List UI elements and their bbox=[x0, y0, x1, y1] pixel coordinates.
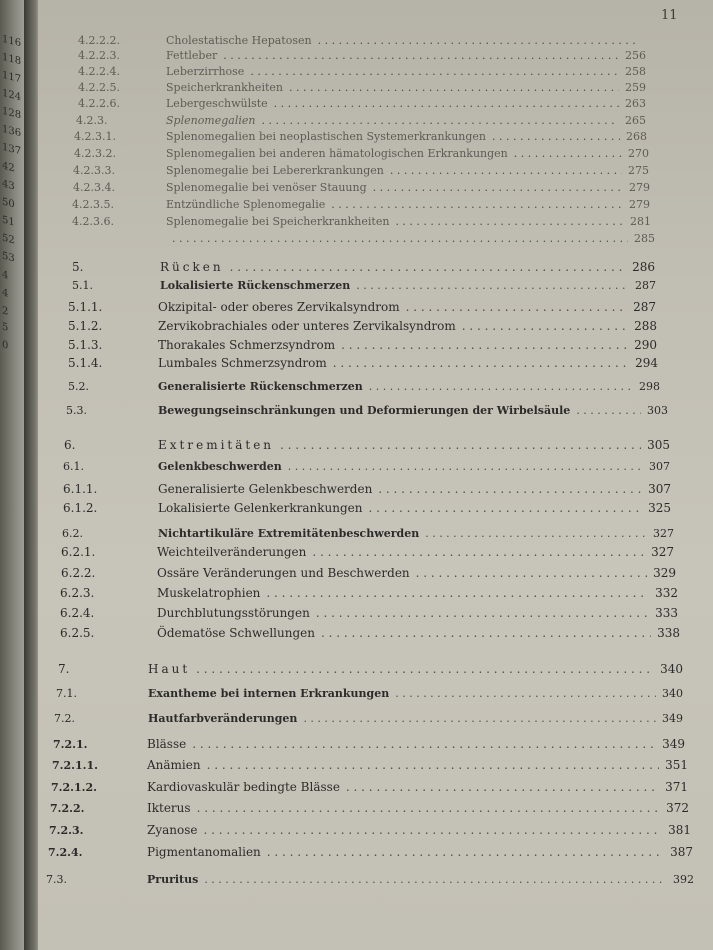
entry-page: 305 bbox=[647, 438, 670, 452]
toc-entry bbox=[78, 34, 643, 47]
leader-dots bbox=[316, 606, 649, 620]
entry-title: Lumbales Schmerzsyndrom bbox=[158, 356, 327, 370]
leader-dots bbox=[196, 662, 654, 676]
adjacent-page-number: 50 bbox=[2, 196, 15, 211]
leader-dots bbox=[172, 232, 628, 245]
entry-number: 6.2.2. bbox=[61, 566, 96, 580]
leader-dots bbox=[462, 319, 628, 333]
toc-entry bbox=[78, 49, 646, 62]
entry-number: 6.2.3. bbox=[60, 586, 95, 600]
toc-entry bbox=[50, 801, 689, 815]
leader-dots bbox=[261, 114, 619, 127]
entry-title: Zervikobrachiales oder unteres Zervikalsyndrom bbox=[158, 319, 456, 333]
toc-entry bbox=[63, 501, 671, 515]
adjacent-page-number: 4 bbox=[2, 287, 9, 300]
entry-number: 7. bbox=[58, 662, 70, 676]
adjacent-page-number: 42 bbox=[2, 160, 15, 175]
entry-number: 5.3. bbox=[66, 404, 87, 417]
entry-number: 6.1.2. bbox=[63, 501, 98, 515]
toc-entry bbox=[68, 380, 660, 393]
toc-entry bbox=[78, 97, 646, 110]
entry-title: Blässe bbox=[147, 737, 187, 751]
adjacent-page-number: 53 bbox=[2, 250, 15, 265]
toc-page bbox=[38, 0, 713, 950]
entry-number: 5.1.3. bbox=[68, 338, 103, 352]
toc-entry bbox=[74, 130, 647, 143]
leader-dots bbox=[373, 181, 623, 194]
entry-number: 7.2.4. bbox=[48, 846, 83, 859]
toc-entry bbox=[63, 460, 670, 473]
entry-page: 286 bbox=[632, 260, 655, 274]
entry-page: 256 bbox=[625, 49, 646, 62]
entry-number: 4.2.2.2. bbox=[78, 34, 120, 47]
adjacent-page-number: 51 bbox=[2, 214, 15, 229]
leader-dots bbox=[203, 823, 662, 837]
entry-page: 265 bbox=[625, 114, 646, 127]
entry-title: Weichteilveränderungen bbox=[157, 545, 307, 559]
adjacent-page-number: 128 bbox=[2, 105, 22, 122]
entry-title: Hautfarbveränderungen bbox=[148, 712, 298, 725]
leader-dots bbox=[378, 482, 642, 496]
adjacent-page-number: 117 bbox=[2, 69, 22, 86]
entry-title: Splenomegalie bei Lebererkrankungen bbox=[166, 164, 384, 177]
entry-page: 263 bbox=[625, 97, 646, 110]
leader-dots bbox=[390, 164, 622, 177]
toc-entry bbox=[68, 338, 657, 352]
leader-dots bbox=[207, 758, 659, 772]
entry-number: 7.1. bbox=[56, 687, 77, 700]
leader-dots bbox=[223, 49, 619, 62]
leader-dots bbox=[416, 566, 647, 580]
entry-page: 340 bbox=[660, 662, 683, 676]
toc-entry bbox=[72, 279, 656, 292]
entry-title: Muskelatrophien bbox=[157, 586, 261, 600]
toc-chapter bbox=[58, 662, 683, 676]
toc-entry bbox=[54, 712, 683, 725]
entry-page: 270 bbox=[628, 147, 649, 160]
entry-number: 5.1. bbox=[72, 279, 93, 292]
entry-title: Kardiovaskulär bedingte Blässe bbox=[147, 780, 340, 794]
entry-page: 333 bbox=[655, 606, 678, 620]
entry-number: 5.1.2. bbox=[68, 319, 103, 333]
entry-page: 381 bbox=[668, 823, 691, 837]
leader-dots bbox=[395, 215, 624, 228]
toc-entry bbox=[73, 164, 649, 177]
entry-title: Entzündliche Splenomegalie bbox=[166, 198, 326, 211]
leader-dots bbox=[250, 65, 619, 78]
leader-dots bbox=[425, 527, 647, 540]
leader-dots bbox=[280, 438, 641, 452]
entry-page: 279 bbox=[629, 198, 650, 211]
entry-number: 6.1.1. bbox=[63, 482, 98, 496]
entry-page: 298 bbox=[639, 380, 660, 393]
leader-dots bbox=[321, 626, 651, 640]
adjacent-page-number: 2 bbox=[2, 305, 9, 318]
entry-page: 349 bbox=[662, 737, 685, 751]
entry-title: Pruritus bbox=[147, 873, 199, 886]
entry-page: 287 bbox=[633, 300, 656, 314]
entry-title: Zyanose bbox=[147, 823, 198, 837]
entry-number: 6. bbox=[64, 438, 76, 452]
entry-page: 268 bbox=[626, 130, 647, 143]
entry-title: Rücken bbox=[160, 260, 224, 274]
entry-title: Lokalisierte Rückenschmerzen bbox=[160, 279, 351, 292]
entry-page: 275 bbox=[628, 164, 649, 177]
entry-page: 303 bbox=[647, 404, 668, 417]
page-number: 11 bbox=[661, 8, 678, 23]
entry-title: Splenomegalie bei Speicherkrankheiten bbox=[166, 215, 390, 228]
toc-entry bbox=[56, 687, 683, 700]
entry-number: 5. bbox=[72, 260, 84, 274]
leader-dots bbox=[312, 545, 645, 559]
entry-number: 7.2.2. bbox=[50, 802, 85, 815]
entry-number: 6.2. bbox=[62, 527, 83, 540]
toc-chapter bbox=[64, 438, 670, 452]
entry-title: Lebergeschwülste bbox=[166, 97, 268, 110]
toc-entry bbox=[51, 780, 688, 794]
entry-title: Cholestatische Hepatosen bbox=[166, 34, 312, 47]
entry-number: 4.2.2.3. bbox=[78, 49, 120, 62]
entry-title: Bewegungseinschränkungen und Deformierungen der Wirbelsäule bbox=[158, 404, 571, 417]
adjacent-page-number: 136 bbox=[2, 123, 22, 140]
toc-entry bbox=[60, 626, 680, 640]
adjacent-page-number: 52 bbox=[2, 232, 15, 247]
entry-page: 294 bbox=[635, 356, 658, 370]
entry-number: 5.1.1. bbox=[68, 300, 103, 314]
leader-dots bbox=[274, 97, 619, 110]
entry-page: 371 bbox=[665, 780, 688, 794]
entry-number: 7.2. bbox=[54, 712, 75, 725]
toc-entry bbox=[63, 482, 671, 496]
entry-number: 6.2.1. bbox=[61, 545, 96, 559]
adjacent-page-number: 116 bbox=[2, 33, 22, 50]
entry-page: 287 bbox=[635, 279, 656, 292]
leader-dots bbox=[303, 712, 656, 725]
entry-page: 290 bbox=[634, 338, 657, 352]
entry-number: 6.2.4. bbox=[60, 606, 95, 620]
toc-entry bbox=[46, 873, 694, 886]
entry-number: 7.2.1.1. bbox=[52, 759, 98, 772]
entry-page: 349 bbox=[662, 712, 683, 725]
toc-entry bbox=[66, 404, 668, 417]
leader-dots bbox=[192, 737, 656, 751]
entry-title: Fettleber bbox=[166, 49, 218, 62]
leader-dots bbox=[331, 198, 623, 211]
entry-title: Pigmentanomalien bbox=[147, 845, 261, 859]
leader-dots bbox=[514, 147, 622, 160]
leader-dots bbox=[492, 130, 620, 143]
entry-title: Splenomegalien bei neoplastischen Systemerkrankungen bbox=[166, 130, 487, 143]
adjacent-page-number: 137 bbox=[2, 141, 22, 158]
leader-dots bbox=[395, 687, 656, 700]
adjacent-page-edge bbox=[0, 0, 26, 950]
toc-entry bbox=[68, 300, 656, 314]
entry-title: Generalisierte Rückenschmerzen bbox=[158, 380, 363, 393]
leader-dots bbox=[341, 338, 628, 352]
entry-number: 4.2.2.4. bbox=[78, 65, 120, 78]
toc-entry bbox=[73, 181, 650, 194]
adjacent-page-number: 0 bbox=[2, 339, 9, 352]
entry-page: 340 bbox=[662, 687, 683, 700]
adjacent-page-number: 43 bbox=[2, 178, 15, 193]
entry-page: 372 bbox=[666, 801, 689, 815]
entry-number: 7.2.1. bbox=[53, 738, 88, 751]
entry-title: Nichtartikuläre Extremitätenbeschwerden bbox=[158, 527, 420, 540]
leader-dots bbox=[369, 380, 633, 393]
toc-entry bbox=[60, 586, 678, 600]
entry-page: 259 bbox=[625, 81, 646, 94]
entry-page: 327 bbox=[651, 545, 674, 559]
entry-title: Ikterus bbox=[147, 801, 191, 815]
entry-page: 387 bbox=[670, 845, 693, 859]
leader-dots bbox=[230, 260, 627, 274]
entry-title: Ödematöse Schwellungen bbox=[157, 626, 315, 640]
entry-number: 7.3. bbox=[46, 873, 67, 886]
leader-dots bbox=[288, 460, 643, 473]
entry-title: Okzipital- oder oberes Zervikalsyndrom bbox=[158, 300, 400, 314]
entry-title: Splenomegalien bbox=[166, 114, 256, 127]
toc-entry bbox=[72, 232, 655, 245]
adjacent-page-number: 124 bbox=[2, 87, 22, 104]
toc-entry bbox=[60, 606, 678, 620]
toc-entry bbox=[76, 114, 646, 127]
entry-page: 392 bbox=[673, 873, 694, 886]
entry-number: 6.1. bbox=[63, 460, 84, 473]
entry-page: 332 bbox=[655, 586, 678, 600]
toc-entry bbox=[68, 356, 658, 370]
toc-entry bbox=[53, 737, 685, 751]
leader-dots bbox=[267, 845, 664, 859]
toc-chapter bbox=[72, 260, 655, 274]
entry-number: 4.2.3.4. bbox=[73, 181, 115, 194]
toc-entry bbox=[78, 65, 646, 78]
leader-dots bbox=[318, 34, 637, 47]
entry-page: 307 bbox=[649, 460, 670, 473]
toc-entry bbox=[62, 527, 674, 540]
entry-title: Durchblutungsstörungen bbox=[157, 606, 310, 620]
toc-entry bbox=[48, 845, 693, 859]
entry-title: Haut bbox=[148, 662, 191, 676]
entry-number: 6.2.5. bbox=[60, 626, 95, 640]
entry-title: Splenomegalien bei anderen hämatologischen Erkrankungen bbox=[166, 147, 508, 160]
entry-page: 329 bbox=[653, 566, 676, 580]
entry-title: Generalisierte Gelenkbeschwerden bbox=[158, 482, 373, 496]
entry-number: 4.2.3.5. bbox=[72, 198, 114, 211]
leader-dots bbox=[368, 501, 642, 515]
entry-number: 5.2. bbox=[68, 380, 89, 393]
leader-dots bbox=[346, 780, 659, 794]
leader-dots bbox=[333, 356, 629, 370]
adjacent-page-number: 5 bbox=[2, 321, 9, 334]
adjacent-page-number: 4 bbox=[2, 269, 9, 282]
leader-dots bbox=[576, 404, 641, 417]
entry-title: Anämien bbox=[147, 758, 201, 772]
toc-entry bbox=[72, 215, 651, 228]
leader-dots bbox=[204, 873, 667, 886]
entry-page: 258 bbox=[625, 65, 646, 78]
entry-title: Speicherkrankheiten bbox=[166, 81, 283, 94]
entry-page: 325 bbox=[648, 501, 671, 515]
toc-entry bbox=[74, 147, 649, 160]
toc-entry bbox=[68, 319, 657, 333]
entry-page: 351 bbox=[665, 758, 688, 772]
toc-entry bbox=[61, 566, 676, 580]
leader-dots bbox=[406, 300, 628, 314]
entry-title: Splenomegalie bei venöser Stauung bbox=[166, 181, 367, 194]
entry-title: Exantheme bei internen Erkrankungen bbox=[148, 687, 390, 700]
entry-number: 4.2.2.6. bbox=[78, 97, 120, 110]
entry-number: 4.2.3.3. bbox=[73, 164, 115, 177]
entry-page: 288 bbox=[634, 319, 657, 333]
entry-title: Thorakales Schmerzsyndrom bbox=[158, 338, 336, 352]
entry-number: 4.2.3. bbox=[76, 114, 108, 127]
entry-number: 4.2.3.6. bbox=[72, 215, 114, 228]
entry-number: 4.2.2.5. bbox=[78, 81, 120, 94]
entry-page: 281 bbox=[630, 215, 651, 228]
entry-page: 307 bbox=[648, 482, 671, 496]
entry-title: Leberzirrhose bbox=[166, 65, 245, 78]
entry-page: 285 bbox=[634, 232, 655, 245]
leader-dots bbox=[266, 586, 649, 600]
toc-entry bbox=[52, 758, 688, 772]
leader-dots bbox=[197, 801, 661, 815]
leader-dots bbox=[356, 279, 629, 292]
entry-number: 4.2.3.2. bbox=[74, 147, 116, 160]
entry-page: 338 bbox=[657, 626, 680, 640]
toc-entry bbox=[72, 198, 650, 211]
entry-number: 5.1.4. bbox=[68, 356, 103, 370]
entry-title: Gelenkbeschwerden bbox=[158, 460, 282, 473]
adjacent-page-number: 118 bbox=[2, 51, 22, 68]
entry-number: 4.2.3.1. bbox=[74, 130, 116, 143]
leader-dots bbox=[289, 81, 619, 94]
toc-entry bbox=[49, 823, 691, 837]
entry-title: Extremitäten bbox=[158, 438, 275, 452]
entry-title: Lokalisierte Gelenkerkrankungen bbox=[158, 501, 363, 515]
entry-number: 7.2.3. bbox=[49, 824, 84, 837]
entry-page: 327 bbox=[653, 527, 674, 540]
entry-title: Ossäre Veränderungen und Beschwerden bbox=[157, 566, 410, 580]
toc-entry bbox=[78, 81, 646, 94]
entry-number: 7.2.1.2. bbox=[51, 781, 97, 794]
toc-entry bbox=[61, 545, 674, 559]
entry-page: 279 bbox=[629, 181, 650, 194]
